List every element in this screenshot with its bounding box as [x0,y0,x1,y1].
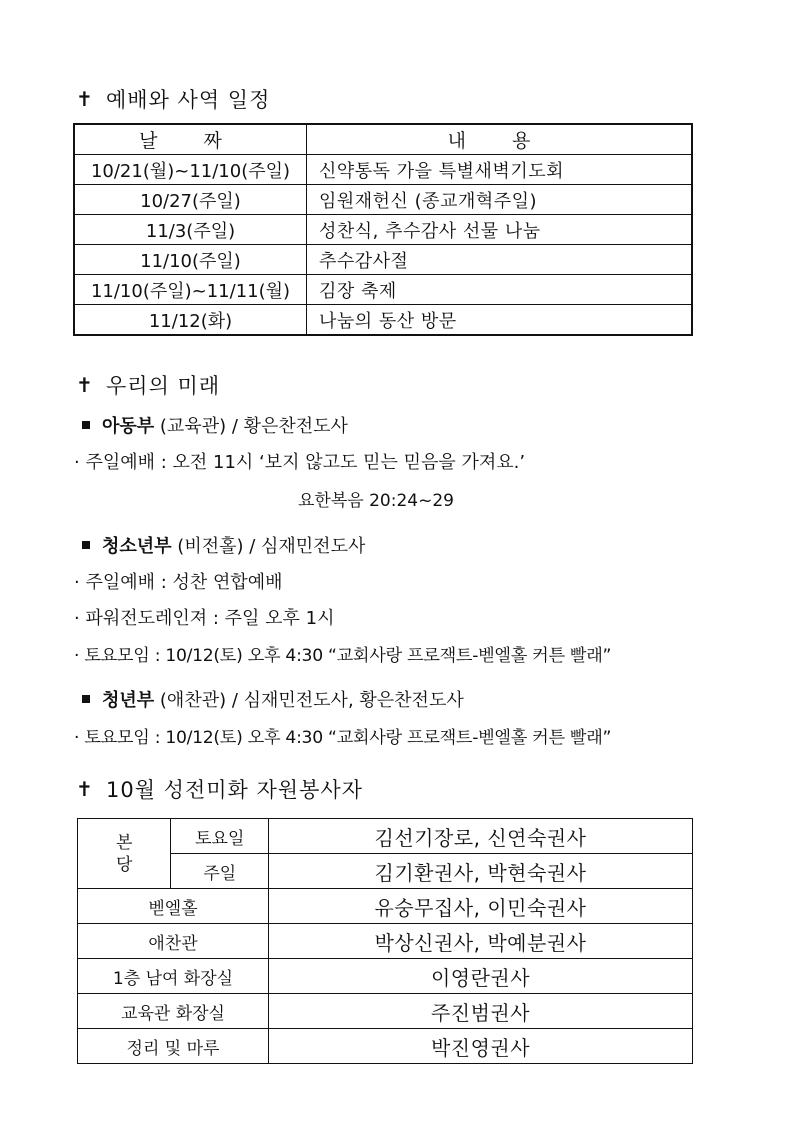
place-cell: 벧엘홀 [78,889,269,924]
cross-icon: ✝ [76,373,94,397]
group-line: · 주일예배 : 오전 11시 ‘보지 않고도 믿는 믿음을 가져요.’ [74,452,526,473]
place-cell: 1층 남여 화장실 [78,959,269,994]
table-row [78,959,693,994]
place-cell: 주일 [171,854,269,889]
row-date: 11/10(주일) [74,245,307,275]
row-content: 성찬식, 추수감사 선물 나눔 [307,215,693,245]
main-hall-label: 본 당 [116,832,133,875]
volunteer-table [77,818,693,1064]
table-row [78,1029,693,1064]
square-bullet-icon [82,421,90,429]
place-cell: 정리 및 마루 [78,1029,269,1064]
row-content: 나눔의 동산 방문 [307,305,693,336]
table-row [74,305,692,336]
section-heading-schedule [76,84,270,114]
row-date: 11/10(주일)~11/11(월) [74,275,307,305]
group-name: 청소년부 [102,536,172,557]
cross-icon: ✝ [76,777,94,801]
schedule-table [73,123,693,336]
group-header-young-adults [82,686,464,712]
row-date: 10/27(주일) [74,185,307,215]
group-header-youth [82,532,365,558]
group-line: · 토요모임 : 10/12(토) 오후 4:30 “교회사랑 프로잭트-벧엘홀 커튼 빨래” [74,728,612,748]
section-heading-volunteers [76,774,363,804]
names-cell: 김선기장로, 신연숙권사 [269,819,693,854]
section-title: 10월 성전미화 자원봉사자 [106,778,363,802]
table-row [78,994,693,1029]
table-row [74,245,692,275]
table-row [78,924,693,959]
place-cell: 애찬관 [78,924,269,959]
table-row [78,819,693,854]
header-date: 날 짜 [74,124,307,155]
group-line: · 주일예배 : 성찬 연합예배 [74,572,283,593]
row-date: 11/3(주일) [74,215,307,245]
group-header-children [82,412,348,438]
table-row [74,215,692,245]
names-cell: 박진영권사 [269,1029,693,1064]
section-heading-future [76,370,220,400]
header-content: 내 용 [307,124,693,155]
row-content: 임원재헌신 (종교개혁주일) [307,185,693,215]
section-title: 우리의 미래 [106,374,221,398]
table-row [78,889,693,924]
place-cell: 토요일 [171,819,269,854]
names-cell: 유숭무집사, 이민숙권사 [269,889,693,924]
row-date: 10/21(월)~11/10(주일) [74,155,307,185]
place-cell: 교육관 화장실 [78,994,269,1029]
row-date: 11/12(화) [74,305,307,336]
table-row [74,185,692,215]
table-row [74,275,692,305]
row-content: 김장 축제 [307,275,693,305]
names-cell: 박상신권사, 박예분권사 [269,924,693,959]
group-detail: (비전홀) / 심재민전도사 [177,536,366,557]
group-line: · 파워전도레인져 : 주일 오후 1시 [74,608,335,629]
names-cell: 이영란권사 [269,959,693,994]
square-bullet-icon [82,541,90,549]
names-cell: 김기환권사, 박현숙권사 [269,854,693,889]
group-name: 청년부 [102,690,155,711]
table-row [74,155,692,185]
main-hall-cell [78,819,171,889]
row-content: 신약통독 가을 특별새벽기도회 [307,155,693,185]
group-line: · 토요모임 : 10/12(토) 오후 4:30 “교회사랑 프로잭트-벧엘홀 커튼 빨래” [74,646,612,666]
table-header-row [74,124,692,155]
group-detail: (애찬관) / 심재민전도사, 황은찬전도사 [159,690,464,711]
section-title: 예배와 사역 일정 [106,88,271,112]
row-content: 추수감사절 [307,245,693,275]
group-name: 아동부 [102,416,155,437]
group-detail: (교육관) / 황은찬전도사 [159,416,348,437]
names-cell: 주진범권사 [269,994,693,1029]
square-bullet-icon [82,695,90,703]
cross-icon: ✝ [76,87,94,111]
bible-verse: 요한복음 20:24~29 [298,491,454,511]
